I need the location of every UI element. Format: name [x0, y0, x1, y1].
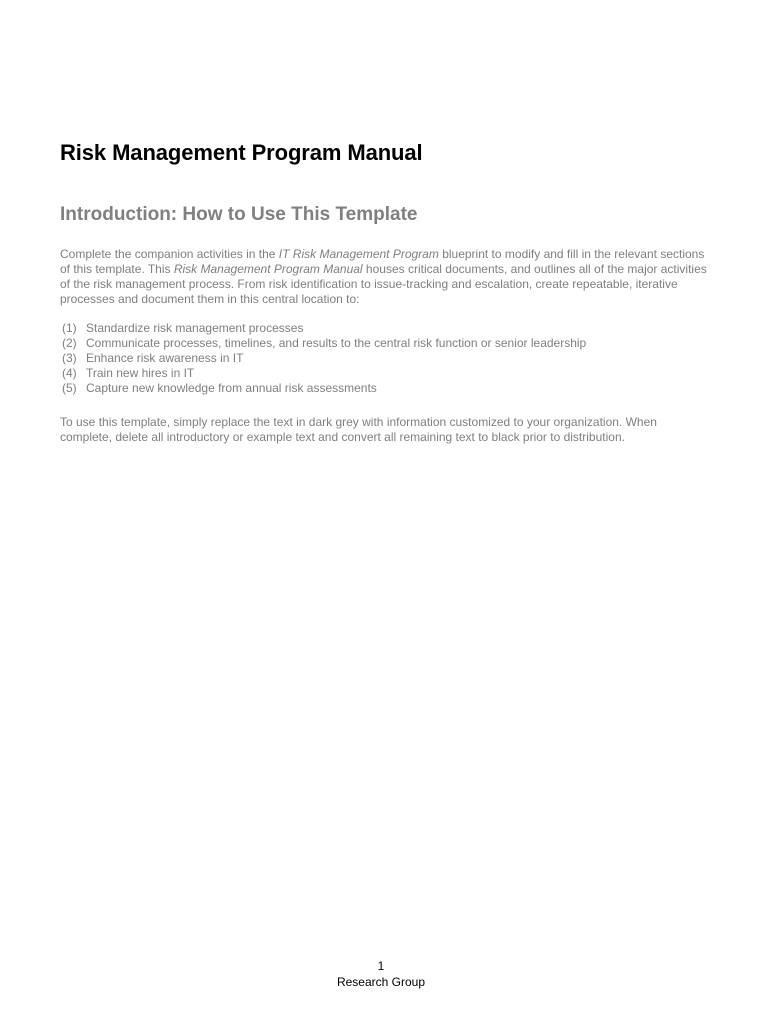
page-number: 1: [377, 959, 385, 973]
steps-list: [62, 321, 586, 396]
document-title: Risk Management Program Manual: [60, 140, 423, 165]
section-heading: Introduction: How to Use This Template: [60, 204, 418, 225]
list-item-number: (3): [62, 351, 77, 365]
list-item-number: (4): [62, 366, 77, 380]
page-footer: [0, 958, 762, 990]
list-item: [62, 351, 586, 366]
list-item-number: (2): [62, 336, 77, 350]
list-item-text: Communicate processes, timelines, and results to the central risk function or senior leadership: [86, 336, 587, 350]
closing-paragraph: To use this template, simply replace the text in dark grey with information customized to your organization. When complete, delete all introductory or example text and convert all remaining text to black prior to distribution.: [60, 415, 657, 444]
intro-italic-blueprint: IT Risk Management Program: [278, 247, 439, 261]
list-item-text: Standardize risk management processes: [86, 321, 304, 335]
list-item-text: Capture new knowledge from annual risk assessments: [86, 381, 377, 395]
intro-italic-manual: Risk Management Program Manual: [173, 262, 363, 276]
intro-paragraph: [60, 247, 710, 307]
intro-text: houses critical documents, and outlines all of the major activities of the risk management process. From risk identification to issue-tracking and escalation, create repeatable, iterative processes and document them in this central location to:: [60, 262, 707, 306]
list-item-number: (1): [62, 321, 77, 335]
intro-text: blueprint to modify and fill in the relevant sections of this template. This: [60, 247, 705, 276]
list-item-text: Train new hires in IT: [86, 366, 195, 380]
list-item: [62, 321, 586, 336]
list-item: [62, 366, 586, 381]
footer-organization: Research Group: [336, 975, 426, 989]
intro-text: Complete the companion activities in the: [60, 247, 279, 261]
list-item: [62, 336, 586, 351]
list-item-text: Enhance risk awareness in IT: [86, 351, 244, 365]
list-item-number: (5): [62, 381, 77, 395]
list-item: [62, 381, 586, 396]
